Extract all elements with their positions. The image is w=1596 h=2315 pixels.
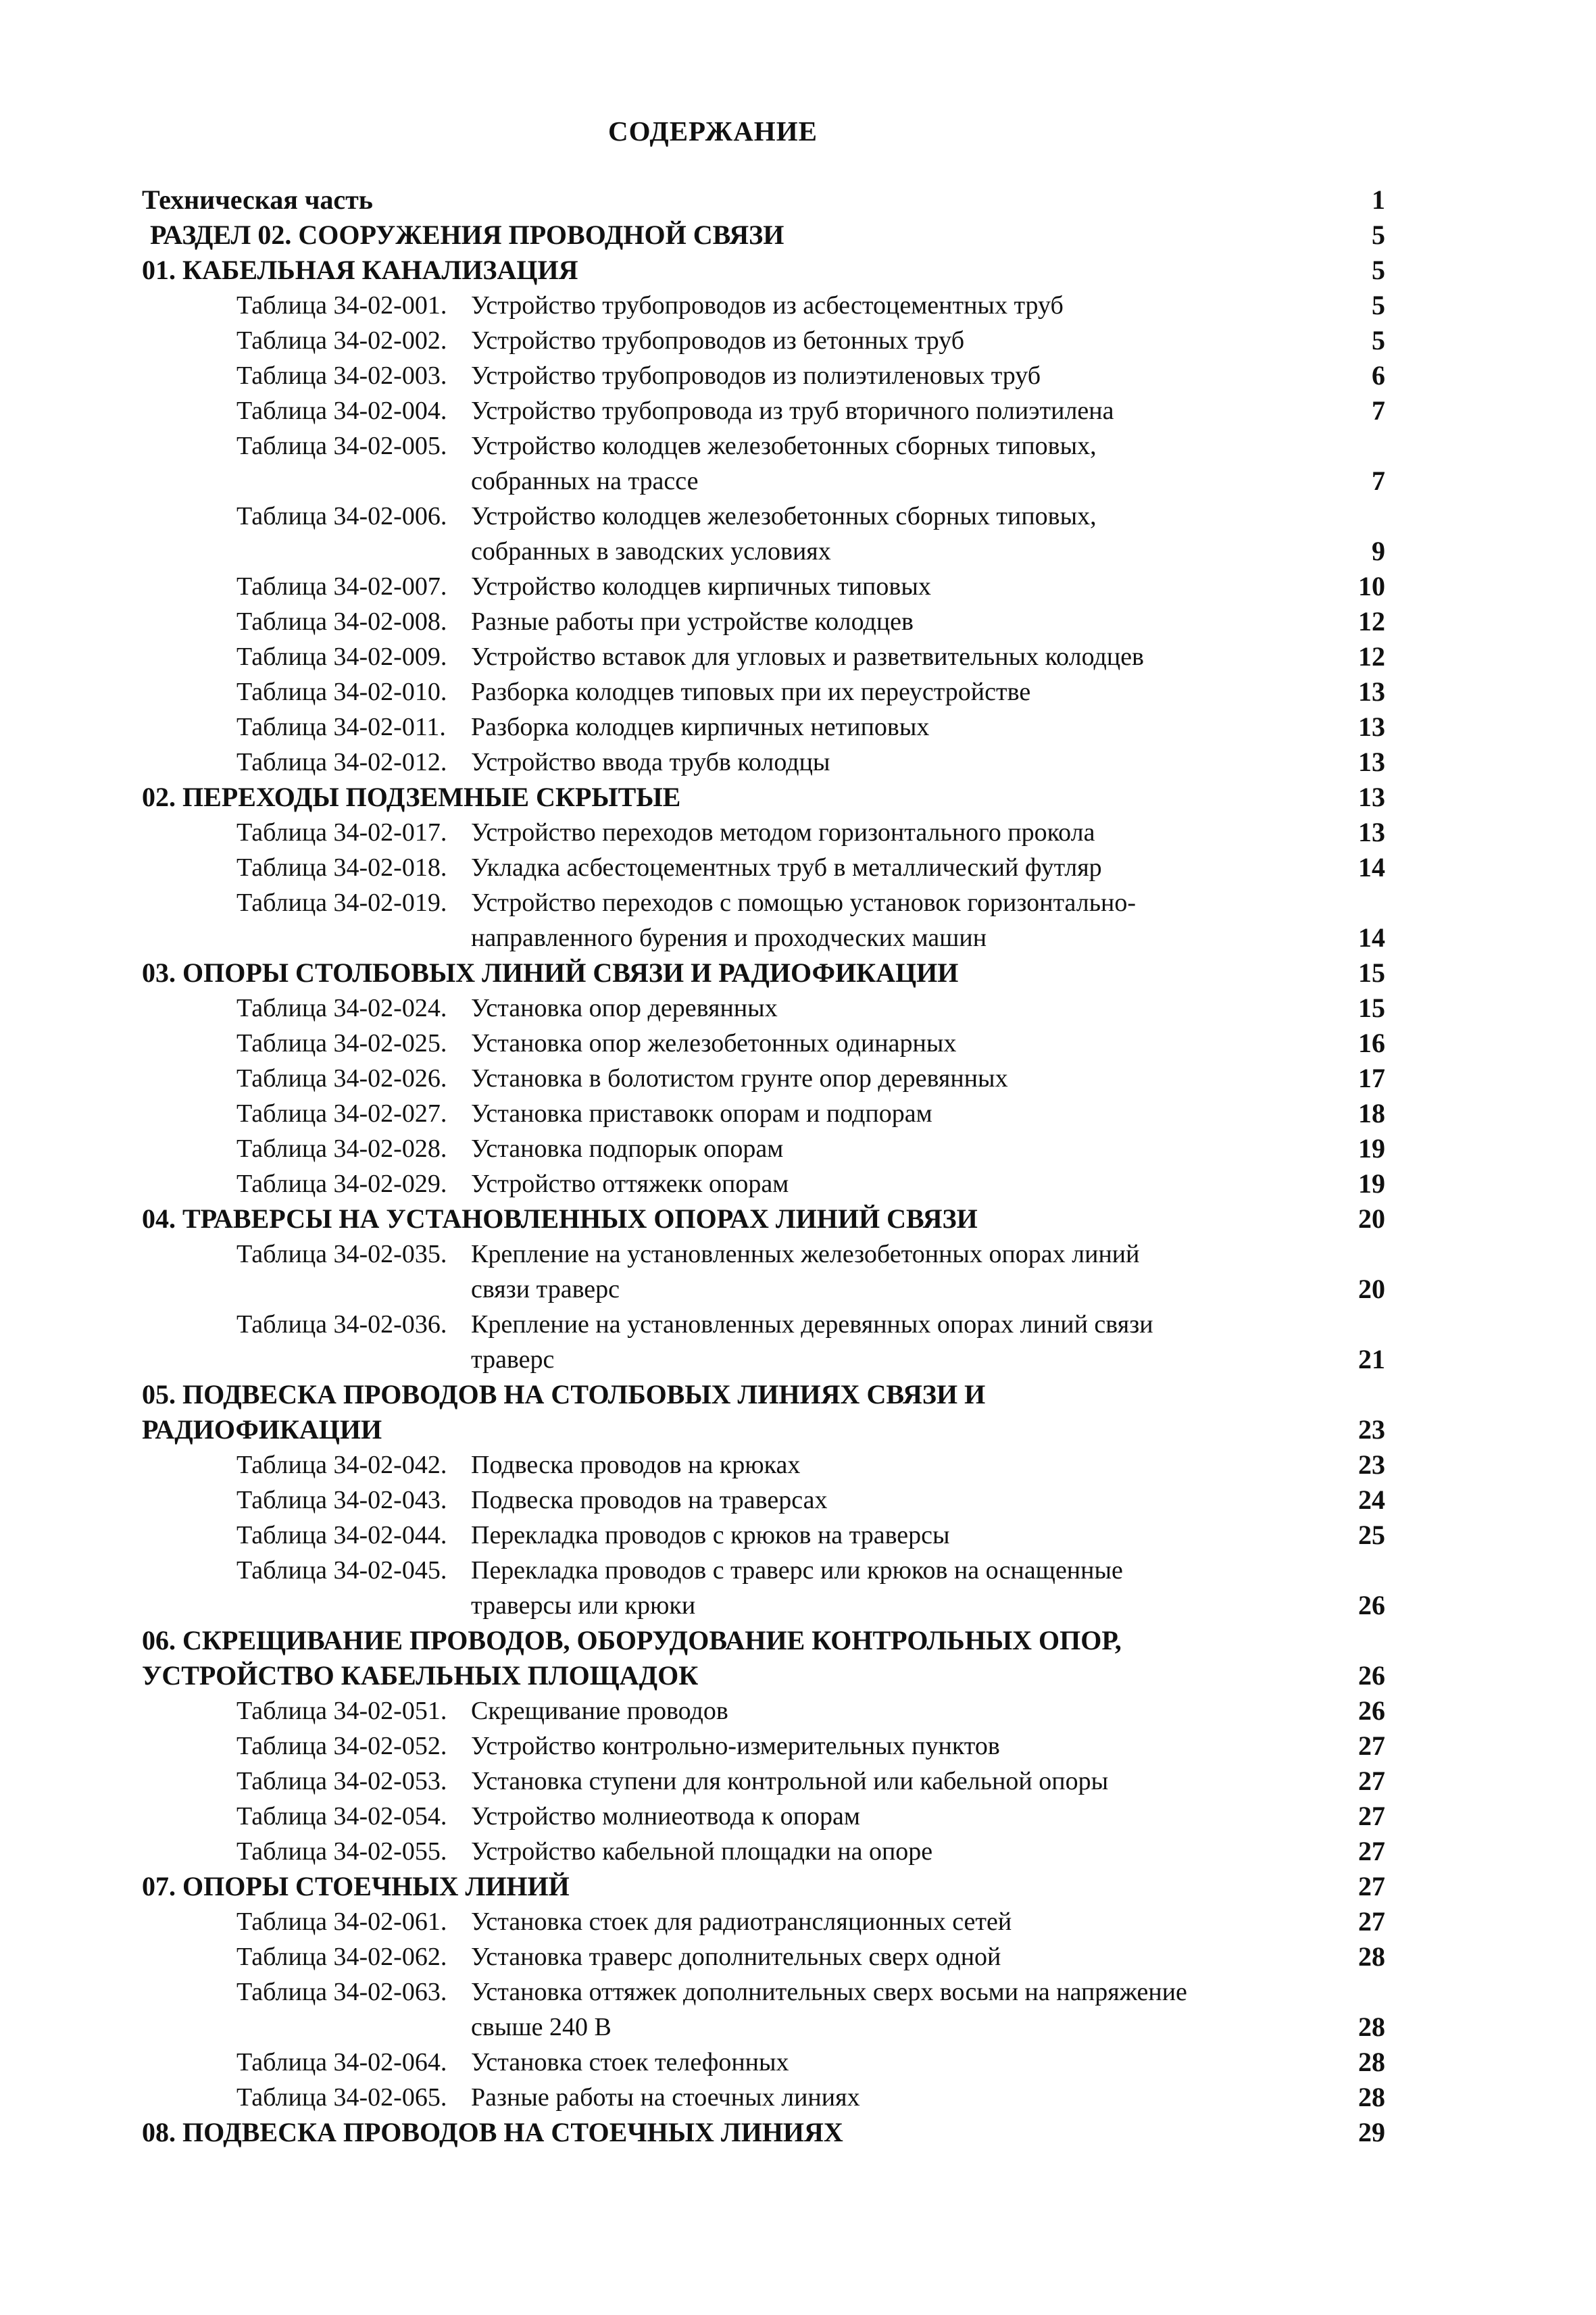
table-description: Подвеска проводов на траверсах [471,1486,828,1514]
page-number: 13 [1358,676,1385,707]
page-number: 7 [1372,395,1385,426]
table-description: Разборка колодцев кирпичных нетиповых [471,713,930,741]
table-code: Таблица 34-02-025. [236,1029,447,1057]
page-number: 23 [1358,1449,1385,1480]
table-description-continued: собранных на трассе [471,467,699,495]
table-code: Таблица 34-02-004. [236,397,447,425]
page-number: 27 [1358,1731,1385,1761]
table-code: Таблица 34-02-045. [236,1556,447,1585]
page-number: 5 [1372,325,1385,355]
table-code: Таблица 34-02-064. [236,2048,447,2076]
toc-entry [142,1834,1385,1869]
page-number: 18 [1358,1098,1385,1128]
toc-entry-continuation [142,2010,1385,2045]
table-description: Устройство трубопроводов из полиэтиленовых труб [471,362,1041,390]
table-code: Таблица 34-02-035. [236,1240,447,1268]
toc-entry [142,604,1385,639]
page-title: СОДЕРЖАНИЕ [608,116,818,147]
table-description: Разные работы на стоечных линиях [471,2083,860,2112]
toc-section-heading [142,2115,1385,2150]
table-code: Таблица 34-02-052. [236,1732,447,1760]
table-code: Таблица 34-02-002. [236,326,447,355]
table-description: Установка опор железобетонных одинарных [471,1029,957,1057]
page-number: 14 [1358,922,1385,953]
toc-entry [142,1131,1385,1166]
table-description: Установка траверс дополнительных сверх одной [471,1943,1001,1971]
page-number: 5 [1372,220,1385,250]
page-number: 24 [1358,1485,1385,1515]
table-description: Устройство оттяжекк опорам [471,1170,789,1198]
section-title: 01. КАБЕЛЬНАЯ КАНАЛИЗАЦИЯ [142,255,578,285]
toc-entry [142,1799,1385,1834]
page-number: 28 [1358,2047,1385,2077]
toc-section-heading [142,253,1385,288]
table-description: Устройство колодцев железобетонных сборных типовых, [471,432,1097,460]
section-title: Техническая часть [142,184,373,215]
table-code: Таблица 34-02-007. [236,572,447,601]
table-code: Таблица 34-02-065. [236,2083,447,2112]
table-code: Таблица 34-02-003. [236,362,447,390]
toc-entry-continuation [142,534,1385,569]
table-code: Таблица 34-02-036. [236,1310,447,1339]
toc-entry [142,1483,1385,1518]
table-description: Установка стоек телефонных [471,2048,789,2076]
page-number: 25 [1358,1520,1385,1550]
page-number: 21 [1358,1344,1385,1374]
toc-entry [142,885,1385,920]
table-code: Таблица 34-02-005. [236,432,447,460]
table-code: Таблица 34-02-019. [236,889,447,917]
table-description: Крепление на установленных деревянных опорах линий связи [471,1310,1153,1339]
toc-section-heading [142,780,1385,815]
table-description: Установка в болотистом грунте опор деревянных [471,1064,1008,1093]
toc-entry [142,358,1385,393]
toc-entry [142,569,1385,604]
table-description: Устройство кабельной площадки на опоре [471,1837,933,1866]
page-number: 5 [1372,290,1385,320]
table-code: Таблица 34-02-043. [236,1486,447,1514]
table-description-continued: траверсы или крюки [471,1591,696,1620]
table-description-continued: собранных в заводских условиях [471,537,831,566]
toc-section-heading [142,955,1385,991]
table-code: Таблица 34-02-028. [236,1135,447,1163]
page-number: 26 [1358,1695,1385,1726]
table-description: Устройство переходов с помощью установок горизонтально- [471,889,1137,917]
toc-entry [142,1974,1385,2010]
section-title: 08. ПОДВЕСКА ПРОВОДОВ НА СТОЕЧНЫХ ЛИНИЯХ [142,2117,843,2147]
table-description: Устройство трубопроводов из бетонных труб [471,326,965,355]
table-code: Таблица 34-02-029. [236,1170,447,1198]
toc-entry [142,499,1385,534]
table-description-continued: направленного бурения и проходческих машин [471,924,987,952]
table-of-contents [142,182,1385,2150]
toc-section-heading [142,1623,1385,1658]
page-number: 27 [1358,1836,1385,1866]
section-title: 03. ОПОРЫ СТОЛБОВЫХ ЛИНИЙ СВЯЗИ И РАДИОФИКАЦИИ [142,957,959,988]
table-code: Таблица 34-02-054. [236,1802,447,1831]
table-description: Установка оттяжек дополнительных сверх восьми на напряжение [471,1978,1187,2006]
page-number: 23 [1358,1414,1385,1445]
table-code: Таблица 34-02-011. [236,713,446,741]
toc-entry [142,991,1385,1026]
toc-entry [142,1553,1385,1588]
table-code: Таблица 34-02-061. [236,1908,447,1936]
page-number: 19 [1358,1133,1385,1164]
page-number: 27 [1358,1871,1385,1901]
table-description: Устройство колодцев железобетонных сборных типовых, [471,502,1097,530]
toc-entry [142,745,1385,780]
page-number: 20 [1358,1274,1385,1304]
table-code: Таблица 34-02-017. [236,818,447,847]
table-code: Таблица 34-02-044. [236,1521,447,1549]
page-number: 15 [1358,993,1385,1023]
page-number: 13 [1358,817,1385,847]
table-code: Таблица 34-02-026. [236,1064,447,1093]
table-description: Разные работы при устройстве колодцев [471,607,914,636]
page-number: 13 [1358,712,1385,742]
table-code: Таблица 34-02-010. [236,678,447,706]
section-title: РАДИОФИКАЦИИ [142,1414,382,1445]
toc-entry [142,1026,1385,1061]
table-description: Крепление на установленных железобетонных опорах линий [471,1240,1140,1268]
toc-section-heading [142,1412,1385,1447]
section-title: УСТРОЙСТВО КАБЕЛЬНЫХ ПЛОЩАДОК [142,1660,699,1691]
page-number: 12 [1358,641,1385,672]
toc-entry [142,1447,1385,1483]
toc-entry-continuation [142,464,1385,499]
page-number: 29 [1358,2117,1385,2147]
toc-entry [142,428,1385,464]
toc-entry [142,1904,1385,1939]
table-description: Подвеска проводов на крюках [471,1451,801,1479]
page-number: 27 [1358,1766,1385,1796]
table-code: Таблица 34-02-018. [236,853,447,882]
toc-entry-continuation [142,1588,1385,1623]
section-title: 02. ПЕРЕХОДЫ ПОДЗЕМНЫЕ СКРЫТЫЕ [142,782,681,812]
page-number: 15 [1358,957,1385,988]
toc-entry [142,1939,1385,1974]
page-number: 20 [1358,1203,1385,1234]
page-number: 16 [1358,1028,1385,1058]
table-description: Устройство ввода трубв колодцы [471,748,830,776]
toc-entry [142,1096,1385,1131]
toc-entry-continuation [142,1342,1385,1377]
toc-entry [142,710,1385,745]
page-number: 7 [1372,466,1385,496]
table-description: Установка ступени для контрольной или кабельной опоры [471,1767,1109,1795]
toc-entry [142,1693,1385,1728]
toc-entry [142,1764,1385,1799]
table-code: Таблица 34-02-001. [236,291,447,320]
toc-section-heading [142,1869,1385,1904]
page-number: 1 [1372,184,1385,215]
toc-entry [142,288,1385,323]
toc-entry [142,850,1385,885]
toc-entry [142,1728,1385,1764]
page-number: 10 [1358,571,1385,601]
page-number: 14 [1358,852,1385,882]
table-description: Устройство контрольно-измерительных пунктов [471,1732,1000,1760]
table-code: Таблица 34-02-027. [236,1099,447,1128]
table-description: Устройство колодцев кирпичных типовых [471,572,931,601]
section-title: 06. СКРЕЩИВАНИЕ ПРОВОДОВ, ОБОРУДОВАНИЕ КОНТРОЛЬНЫХ ОПОР, [142,1625,1122,1656]
page-number: 12 [1358,606,1385,637]
toc-entry-continuation [142,1272,1385,1307]
table-code: Таблица 34-02-051. [236,1697,447,1725]
table-code: Таблица 34-02-053. [236,1767,447,1795]
table-code: Таблица 34-02-042. [236,1451,447,1479]
table-description: Разборка колодцев типовых при их переустройстве [471,678,1031,706]
toc-entry [142,2080,1385,2115]
toc-section-heading [142,1201,1385,1237]
page-number: 28 [1358,2082,1385,2112]
toc-entry [142,815,1385,850]
page-number: 13 [1358,782,1385,812]
table-code: Таблица 34-02-012. [236,748,447,776]
toc-entry [142,2045,1385,2080]
table-description: Перекладка проводов с крюков на траверсы [471,1521,950,1549]
toc-entry [142,1307,1385,1342]
toc-section-heading [142,182,1385,218]
toc-entry [142,323,1385,358]
toc-entry [142,1166,1385,1201]
table-description: Укладка асбестоцементных труб в металлический футляр [471,853,1102,882]
table-description: Скрещивание проводов [471,1697,728,1725]
table-code: Таблица 34-02-009. [236,643,447,671]
table-description-continued: свыше 240 В [471,2013,612,2041]
page-number: 28 [1358,1941,1385,1972]
section-title: 07. ОПОРЫ СТОЕЧНЫХ ЛИНИЙ [142,1871,570,1901]
page-number: 27 [1358,1801,1385,1831]
toc-entry [142,1518,1385,1553]
page-number: 26 [1358,1590,1385,1620]
page-number: 19 [1358,1168,1385,1199]
table-code: Таблица 34-02-062. [236,1943,447,1971]
section-title: 05. ПОДВЕСКА ПРОВОДОВ НА СТОЛБОВЫХ ЛИНИЯХ СВЯЗИ И [142,1379,986,1410]
table-description: Установка подпорык опорам [471,1135,784,1163]
section-title: РАЗДЕЛ 02. СООРУЖЕНИЯ ПРОВОДНОЙ СВЯЗИ [150,220,784,250]
page-number: 28 [1358,2012,1385,2042]
toc-entry [142,1237,1385,1272]
table-description: Устройство молниеотвода к опорам [471,1802,860,1831]
page-number: 6 [1372,360,1385,391]
toc-entry [142,639,1385,674]
page-number: 13 [1358,747,1385,777]
table-description: Устройство трубопроводов из асбестоцементных труб [471,291,1064,320]
toc-entry [142,674,1385,710]
page-number: 9 [1372,536,1385,566]
table-description: Установка приставокк опорам и подпорам [471,1099,932,1128]
toc-entry [142,393,1385,428]
page-number: 17 [1358,1063,1385,1093]
table-description: Устройство переходов методом горизонтального прокола [471,818,1095,847]
table-description: Устройство трубопровода из труб вторичного полиэтилена [471,397,1114,425]
table-code: Таблица 34-02-008. [236,607,447,636]
toc-entry-continuation [142,920,1385,955]
toc-section-heading [142,218,1385,253]
table-description-continued: связи траверс [471,1275,620,1303]
table-description: Устройство вставок для угловых и разветвительных колодцев [471,643,1144,671]
table-description: Установка опор деревянных [471,994,778,1022]
section-title: 04. ТРАВЕРСЫ НА УСТАНОВЛЕННЫХ ОПОРАХ ЛИНИЙ СВЯЗИ [142,1203,978,1234]
page-number: 27 [1358,1906,1385,1937]
page-number: 5 [1372,255,1385,285]
table-code: Таблица 34-02-024. [236,994,447,1022]
table-code: Таблица 34-02-063. [236,1978,447,2006]
toc-entry [142,1061,1385,1096]
table-description: Установка стоек для радиотрансляционных сетей [471,1908,1012,1936]
toc-section-heading [142,1377,1385,1412]
page-number: 26 [1358,1660,1385,1691]
table-code: Таблица 34-02-055. [236,1837,447,1866]
table-description: Перекладка проводов с траверс или крюков на оснащенные [471,1556,1123,1585]
table-description-continued: траверс [471,1345,555,1374]
toc-section-heading [142,1658,1385,1693]
table-code: Таблица 34-02-006. [236,502,447,530]
